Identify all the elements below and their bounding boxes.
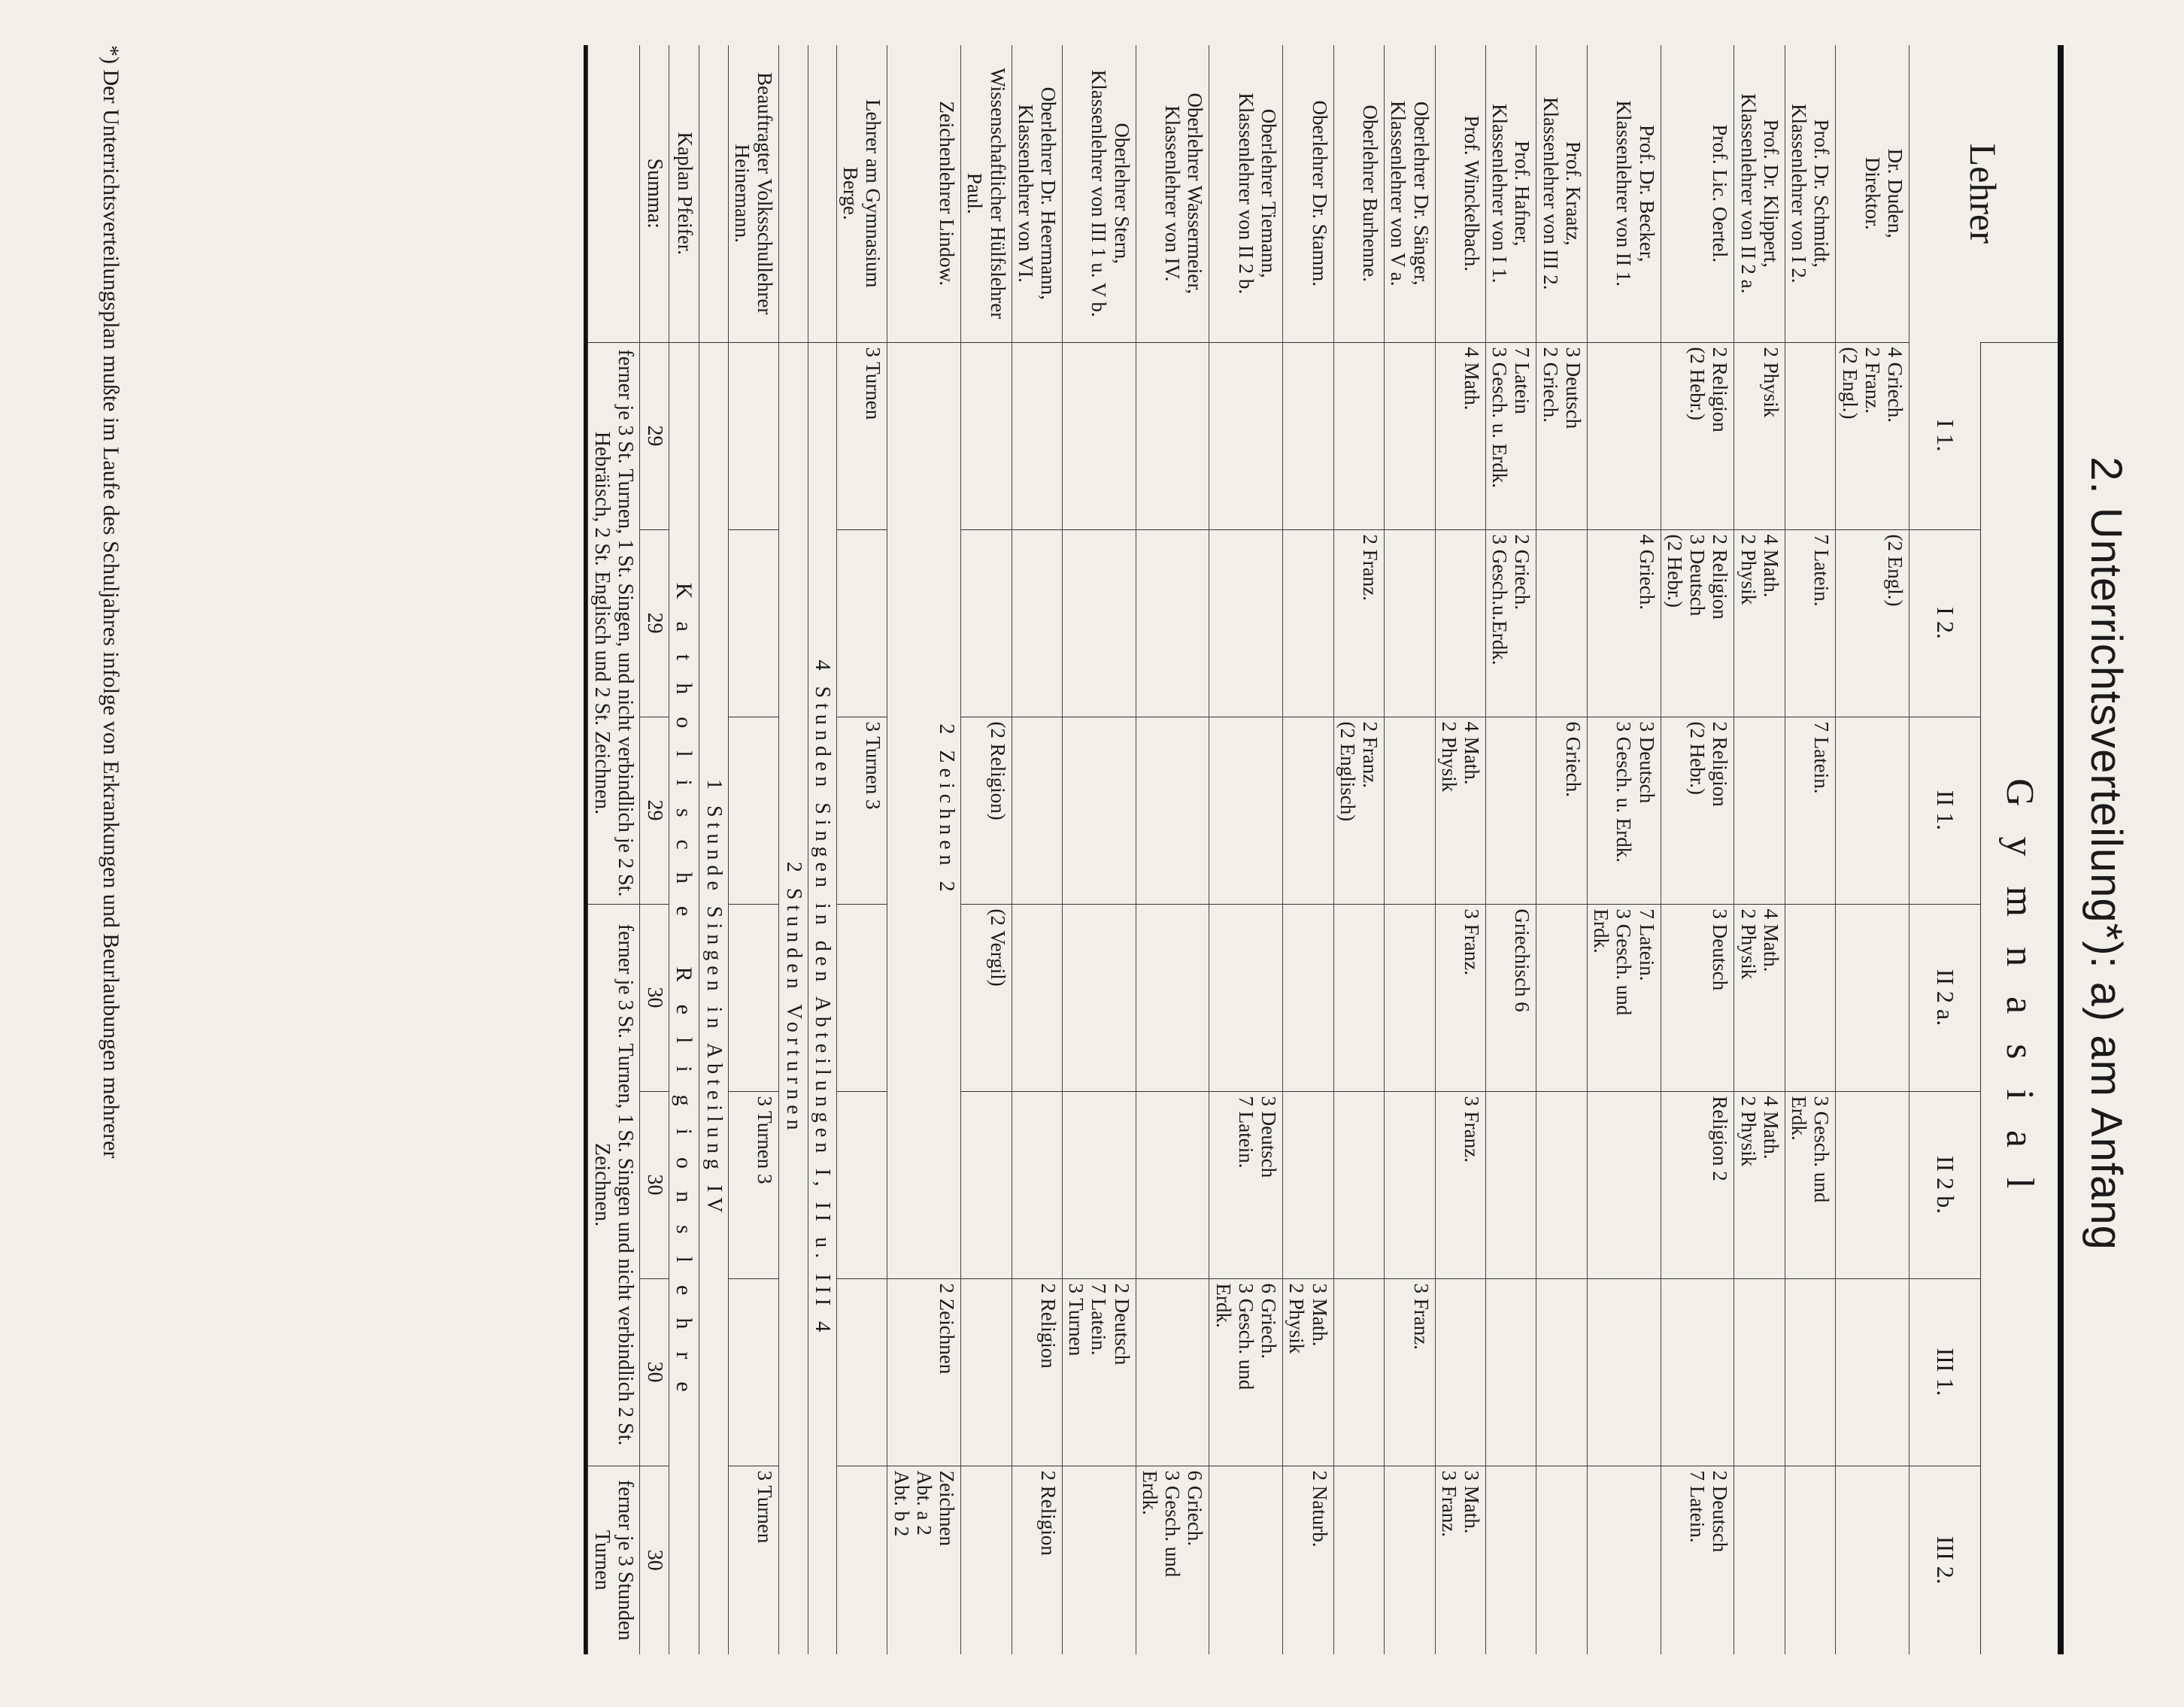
sum-value: 29 — [640, 529, 669, 717]
lesson-cell: 3 Math. 2 Physik — [1283, 1278, 1333, 1466]
teacher-cell — [1012, 45, 1062, 342]
teacher-cell — [836, 45, 887, 342]
lesson-cell — [1385, 1466, 1435, 1654]
lesson-cell — [1385, 1091, 1435, 1278]
teacher-name: Prof. Kraatz, — [1561, 141, 1585, 246]
lesson-cell — [1486, 717, 1536, 904]
class-header-2: II 1. — [1909, 717, 1981, 904]
teacher-role: Paul. — [963, 172, 987, 214]
lesson-cell: 3 Franz. — [1385, 1278, 1435, 1466]
span-cell: Katholische Religionslehre — [669, 342, 699, 1654]
teacher-cell — [1536, 45, 1587, 342]
lesson-cell: 2 Religion — [1012, 1278, 1062, 1466]
lesson-cell: 2 Religion (2 Hebr.) — [1661, 342, 1734, 529]
lesson-cell — [1536, 904, 1587, 1091]
teacher-name: Oberlehrer Dr. Sänger, — [1409, 101, 1433, 286]
sum-notes-row — [587, 45, 640, 1654]
teacher-cell — [1587, 45, 1661, 342]
lesson-cell: 4 Griech. 2 Franz. (2 Engl.) — [1836, 342, 1909, 529]
lesson-cell: Zeichnen Abt. a 2 Abt. b 2 — [887, 1466, 961, 1654]
table-row — [1435, 45, 1485, 1654]
lesson-cell — [836, 904, 887, 1091]
lesson-cell — [961, 342, 1012, 529]
lesson-cell — [1063, 904, 1136, 1091]
lesson-cell: (2 Vergil) — [961, 904, 1012, 1091]
teacher-role: Klassenlehrer von II 1. — [1612, 100, 1636, 287]
lesson-cell — [1587, 1091, 1661, 1278]
class-header-4: II 2 b. — [1909, 1091, 1981, 1278]
lesson-cell: (2 Religion) — [961, 717, 1012, 904]
teacher-cell-continuation — [779, 45, 808, 342]
lesson-cell: 3 Deutsch — [1661, 904, 1734, 1091]
lesson-cell — [1385, 342, 1435, 529]
teacher-cell-continuation — [808, 45, 836, 342]
lesson-cell — [1734, 717, 1785, 904]
lesson-cell: 7 Latein. — [1785, 717, 1835, 904]
table-row — [1333, 45, 1384, 1654]
teacher-name: Prof. Dr. Klippert, — [1759, 119, 1782, 268]
sum-note: ferner je 3 St. Turnen, 1 St. Singen, und nicht verbindlich je 2 St. Hebräisch, 2 St. Englisch und 2 St. Zeichnen. — [587, 342, 640, 904]
lesson-cell: 7 Latein. — [1785, 529, 1835, 717]
class-header-6: III 2. — [1909, 1466, 1981, 1654]
table-row — [728, 45, 778, 1654]
span-cell: 2 Stunden Vorturnen — [779, 342, 808, 1654]
lesson-cell: 2 Franz. — [1333, 529, 1384, 717]
lesson-cell — [1836, 1278, 1909, 1466]
lesson-cell: (2 Engl.) — [1836, 529, 1909, 717]
teacher-cell — [1435, 45, 1485, 342]
lesson-cell: 3 Deutsch 7 Latein. — [1209, 1091, 1283, 1278]
teacher-cell — [669, 45, 699, 342]
lesson-cell: 2 Zeichnen — [887, 1278, 961, 1466]
sum-note: ferner je 3 St. Turnen, 1 St. Singen und nicht verbindlich 2 St. Zeichnen. — [587, 904, 640, 1466]
lesson-cell — [1333, 1466, 1384, 1654]
lesson-cell: 7 Latein. 3 Gesch. und Erdk. — [1587, 904, 1661, 1091]
footnote: *) Der Unterrichtsverteilungsplan mußte im Laufe des Schuljahres infolge von Erkrankungen und Beurlaubungen mehrerer — [99, 45, 123, 1159]
lesson-cell: 2 Griech. 3 Gesch.u.Erdk. — [1486, 529, 1536, 717]
sum-value: 30 — [640, 1091, 669, 1278]
lesson-cell: 7 Latein 3 Gesch. u. Erdk. — [1486, 342, 1536, 529]
lesson-cell — [961, 1466, 1012, 1654]
lesson-cell: 3 Deutsch 3 Gesch. u. Erdk. — [1587, 717, 1661, 904]
table-row — [1486, 45, 1536, 1654]
sum-value: 30 — [640, 904, 669, 1091]
lesson-cell — [1012, 342, 1062, 529]
lesson-cell — [1587, 1278, 1661, 1466]
lesson-cell — [836, 1278, 887, 1466]
lesson-cell — [1012, 717, 1062, 904]
teacher-role: Berge. — [839, 166, 863, 220]
lesson-cell — [1486, 1091, 1536, 1278]
teacher-cell — [1136, 45, 1209, 342]
lesson-cell — [1209, 1466, 1283, 1654]
table-row — [1136, 45, 1209, 1654]
lesson-cell — [1785, 342, 1835, 529]
lesson-cell — [836, 1091, 887, 1278]
lesson-cell: 4 Griech. — [1587, 529, 1661, 717]
lesson-cell — [728, 717, 778, 904]
lesson-cell — [1385, 529, 1435, 717]
lesson-cell: 3 Deutsch 2 Griech. — [1536, 342, 1587, 529]
table-row — [1536, 45, 1587, 1654]
lesson-cell — [1012, 1091, 1062, 1278]
span-cell: 4 Stunden Singen in den Abteilungen I, II u. III 4 — [808, 342, 836, 1654]
teacher-cell-continuation — [699, 45, 728, 342]
table-row — [961, 45, 1012, 1654]
teacher-name: Lehrer am Gymnasium — [862, 99, 885, 288]
lesson-cell — [1136, 904, 1209, 1091]
teacher-name: Oberlehrer Stern, — [1110, 123, 1133, 264]
lesson-cell — [1283, 717, 1333, 904]
lesson-cell — [728, 342, 778, 529]
lesson-cell: 6 Griech. 3 Gesch. und Erdk. — [1136, 1466, 1209, 1654]
teacher-cell — [1785, 45, 1835, 342]
lesson-cell — [1536, 1466, 1587, 1654]
teacher-name: Prof. Hafner, — [1511, 140, 1534, 247]
page-title: 2. Unterrichtsverteilung*): a) am Anfang — [2082, 456, 2131, 1251]
lesson-cell — [1836, 904, 1909, 1091]
sum-row — [640, 45, 669, 1654]
teacher-role: Klassenlehrer von IV. — [1161, 105, 1185, 282]
span-cell: 1 Stunde Singen in Abteilung IV — [699, 342, 728, 1654]
lesson-cell — [961, 1091, 1012, 1278]
lesson-cell — [1536, 1278, 1587, 1466]
lesson-cell — [1209, 717, 1283, 904]
lesson-cell — [836, 1466, 887, 1654]
gymnasial-group-header: Gymnasial — [1981, 342, 2058, 1654]
lesson-cell: 4 Math. 2 Physik — [1734, 529, 1785, 717]
teacher-role: Direktor. — [1861, 156, 1884, 230]
table-row — [1661, 45, 1734, 1654]
teacher-cell — [728, 45, 778, 342]
lesson-cell: 4 Math. 2 Physik — [1435, 717, 1485, 904]
sum-value: 30 — [640, 1466, 669, 1654]
lesson-cell: 4 Math. 2 Physik — [1734, 904, 1785, 1091]
lesson-cell — [1283, 904, 1333, 1091]
table-row — [1587, 45, 1661, 1654]
lesson-cell — [1785, 904, 1835, 1091]
lesson-cell — [1063, 717, 1136, 904]
teacher-name: Wissenschaftlicher Hülfslehrer — [986, 68, 1009, 320]
lesson-cell: 6 Griech. — [1536, 717, 1587, 904]
lesson-cell — [1209, 529, 1283, 717]
teacher-cell — [1385, 45, 1435, 342]
lesson-cell: 3 Gesch. und Erdk. — [1785, 1091, 1835, 1278]
class-header-3: II 2 a. — [1909, 904, 1981, 1091]
teacher-name: Beauftragter Volksschullehrer — [754, 72, 777, 315]
lesson-cell — [1333, 904, 1384, 1091]
table-body — [587, 45, 1909, 1654]
sum-value: 29 — [640, 342, 669, 529]
teacher-cell — [1836, 45, 1909, 342]
lesson-cell — [1136, 1091, 1209, 1278]
lesson-cell — [1209, 342, 1283, 529]
teacher-role: Klassenlehrer von V a. — [1387, 101, 1410, 287]
lesson-cell — [1661, 1278, 1734, 1466]
teacher-role: Klassenlehrer von I 2. — [1788, 104, 1811, 283]
span-cell: 2 Zeichnen 2 — [887, 342, 961, 1278]
teacher-name: Kaplan Pfeifer. — [674, 132, 697, 255]
teacher-name: Prof. Dr. Becker, — [1635, 124, 1658, 262]
teacher-name: Dr. Duden, — [1884, 148, 1906, 238]
teacher-role: Klassenlehrer von VI. — [1014, 104, 1037, 283]
lesson-cell — [1333, 342, 1384, 529]
sum-label: Summa: — [640, 45, 669, 342]
lesson-cell: 2 Deutsch 7 Latein. — [1661, 1466, 1734, 1654]
table-row — [1063, 45, 1136, 1654]
lesson-cell — [1435, 1278, 1485, 1466]
distribution-table-frame — [584, 45, 2064, 1654]
table-row — [1836, 45, 1909, 1654]
lesson-cell — [1785, 1278, 1835, 1466]
lesson-cell: 3 Franz. — [1435, 904, 1485, 1091]
table-row — [1012, 45, 1062, 1654]
sum-notes-blank — [587, 45, 640, 342]
class-header-1: I 2. — [1909, 529, 1981, 717]
lesson-cell: 4 Math. 2 Physik — [1734, 1091, 1785, 1278]
lesson-cell — [1136, 717, 1209, 904]
teacher-column-header: Lehrer — [1909, 45, 2058, 342]
table-row-continuation — [808, 45, 836, 1654]
table-row — [1283, 45, 1333, 1654]
lesson-cell — [961, 1278, 1012, 1466]
lesson-cell: 2 Deutsch 7 Latein. 3 Turnen — [1063, 1278, 1136, 1466]
lesson-cell — [1063, 529, 1136, 717]
table-row — [1734, 45, 1785, 1654]
lesson-cell — [1536, 1091, 1587, 1278]
lesson-cell: 2 Religion 3 Deutsch (2 Hebr.) — [1661, 529, 1734, 717]
lesson-cell — [1486, 1466, 1536, 1654]
lesson-cell — [961, 529, 1012, 717]
teacher-name: Prof. Winckelbach. — [1461, 115, 1484, 272]
teacher-name: Oberlehrer Dr. Stamm. — [1308, 100, 1331, 287]
lesson-cell: 2 Naturb. — [1283, 1466, 1333, 1654]
sum-note: ferner je 3 Stunden Turnen — [587, 1466, 640, 1654]
lesson-cell — [1836, 717, 1909, 904]
teacher-cell — [1209, 45, 1283, 342]
lesson-cell: Griechisch 6 — [1486, 904, 1536, 1091]
lesson-cell: 2 Religion — [1012, 1466, 1062, 1654]
teacher-name: Prof. Dr. Schmidt, — [1810, 119, 1834, 268]
teacher-cell — [1283, 45, 1333, 342]
class-header-0: I 1. — [1909, 342, 1981, 529]
teacher-role: Klassenlehrer von I 1. — [1488, 104, 1512, 283]
teacher-name: Oberlehrer Tiemann, — [1257, 108, 1281, 278]
teacher-name: Zeichenlehrer Lindow. — [936, 101, 959, 287]
lesson-cell — [1283, 342, 1333, 529]
lesson-cell — [1587, 342, 1661, 529]
table-row — [836, 45, 887, 1654]
lesson-cell: 3 Turnen 3 — [836, 717, 887, 904]
distribution-table — [587, 45, 2058, 1654]
table-row — [1385, 45, 1435, 1654]
lesson-cell — [1136, 342, 1209, 529]
lesson-cell — [1836, 1091, 1909, 1278]
teacher-name: Prof. Lic. Oertel. — [1709, 124, 1732, 263]
lesson-cell: 6 Griech. 3 Gesch. und Erdk. — [1209, 1278, 1283, 1466]
lesson-cell — [836, 529, 887, 717]
lesson-cell — [1785, 1466, 1835, 1654]
lesson-cell — [1063, 1466, 1136, 1654]
lesson-cell — [1136, 529, 1209, 717]
table-row — [1785, 45, 1835, 1654]
sum-value: 29 — [640, 717, 669, 904]
lesson-cell: Religion 2 — [1661, 1091, 1734, 1278]
lesson-cell — [1012, 904, 1062, 1091]
lesson-cell — [728, 529, 778, 717]
teacher-cell — [1734, 45, 1785, 342]
lesson-cell: 4 Math. — [1435, 342, 1485, 529]
lesson-cell — [1734, 1278, 1785, 1466]
teacher-role: Klassenlehrer von III 1 u. V b. — [1087, 69, 1111, 317]
class-header-5: III 1. — [1909, 1278, 1981, 1466]
lesson-cell — [1012, 529, 1062, 717]
lesson-cell — [1209, 904, 1283, 1091]
table-row — [887, 45, 961, 1654]
lesson-cell — [1486, 1278, 1536, 1466]
lesson-cell — [1333, 1091, 1384, 1278]
lesson-cell — [1333, 1278, 1384, 1466]
lesson-cell: 3 Turnen — [728, 1466, 778, 1654]
lesson-cell — [1435, 529, 1485, 717]
table-row — [1209, 45, 1283, 1654]
lesson-cell — [1536, 529, 1587, 717]
teacher-role: Klassenlehrer von III 2. — [1539, 97, 1562, 290]
teacher-cell — [961, 45, 1012, 342]
teacher-cell — [1486, 45, 1536, 342]
lesson-cell — [1587, 1466, 1661, 1654]
lesson-cell: 3 Math. 3 Franz. — [1435, 1466, 1485, 1654]
lesson-cell: 2 Physik — [1734, 342, 1785, 529]
teacher-cell — [1063, 45, 1136, 342]
teacher-name: Oberlehrer Dr. Heermann, — [1037, 86, 1060, 300]
lesson-cell — [1063, 342, 1136, 529]
lesson-cell — [1734, 1466, 1785, 1654]
teacher-name: Oberlehrer Burhenne. — [1359, 105, 1382, 282]
lesson-cell — [1385, 904, 1435, 1091]
lesson-cell: 2 Franz. (2 Englisch) — [1333, 717, 1384, 904]
lesson-cell — [1283, 529, 1333, 717]
teacher-cell — [887, 45, 961, 342]
teacher-role: Klassenlehrer von II 2 a. — [1737, 93, 1760, 294]
table-row-continuation — [779, 45, 808, 1654]
table-row-continuation — [699, 45, 728, 1654]
lesson-cell — [1836, 1466, 1909, 1654]
teacher-cell — [1661, 45, 1734, 342]
lesson-cell — [728, 1278, 778, 1466]
lesson-cell: 3 Turnen — [836, 342, 887, 529]
lesson-cell — [1136, 1278, 1209, 1466]
lesson-cell — [1283, 1091, 1333, 1278]
lesson-cell — [1385, 717, 1435, 904]
lesson-cell: 2 Religion (2 Hebr.) — [1661, 717, 1734, 904]
lesson-cell — [1063, 1091, 1136, 1278]
lesson-cell: 3 Franz. — [1435, 1091, 1485, 1278]
teacher-name: Oberlehrer Wassermeier, — [1184, 92, 1207, 295]
table-row — [669, 45, 699, 1654]
sum-value: 30 — [640, 1278, 669, 1466]
teacher-role: Heinemann. — [730, 144, 754, 243]
lesson-cell — [728, 904, 778, 1091]
teacher-cell — [1333, 45, 1384, 342]
lesson-cell: 3 Turnen 3 — [728, 1091, 778, 1278]
teacher-role: Klassenlehrer von II 2 b. — [1234, 92, 1257, 295]
